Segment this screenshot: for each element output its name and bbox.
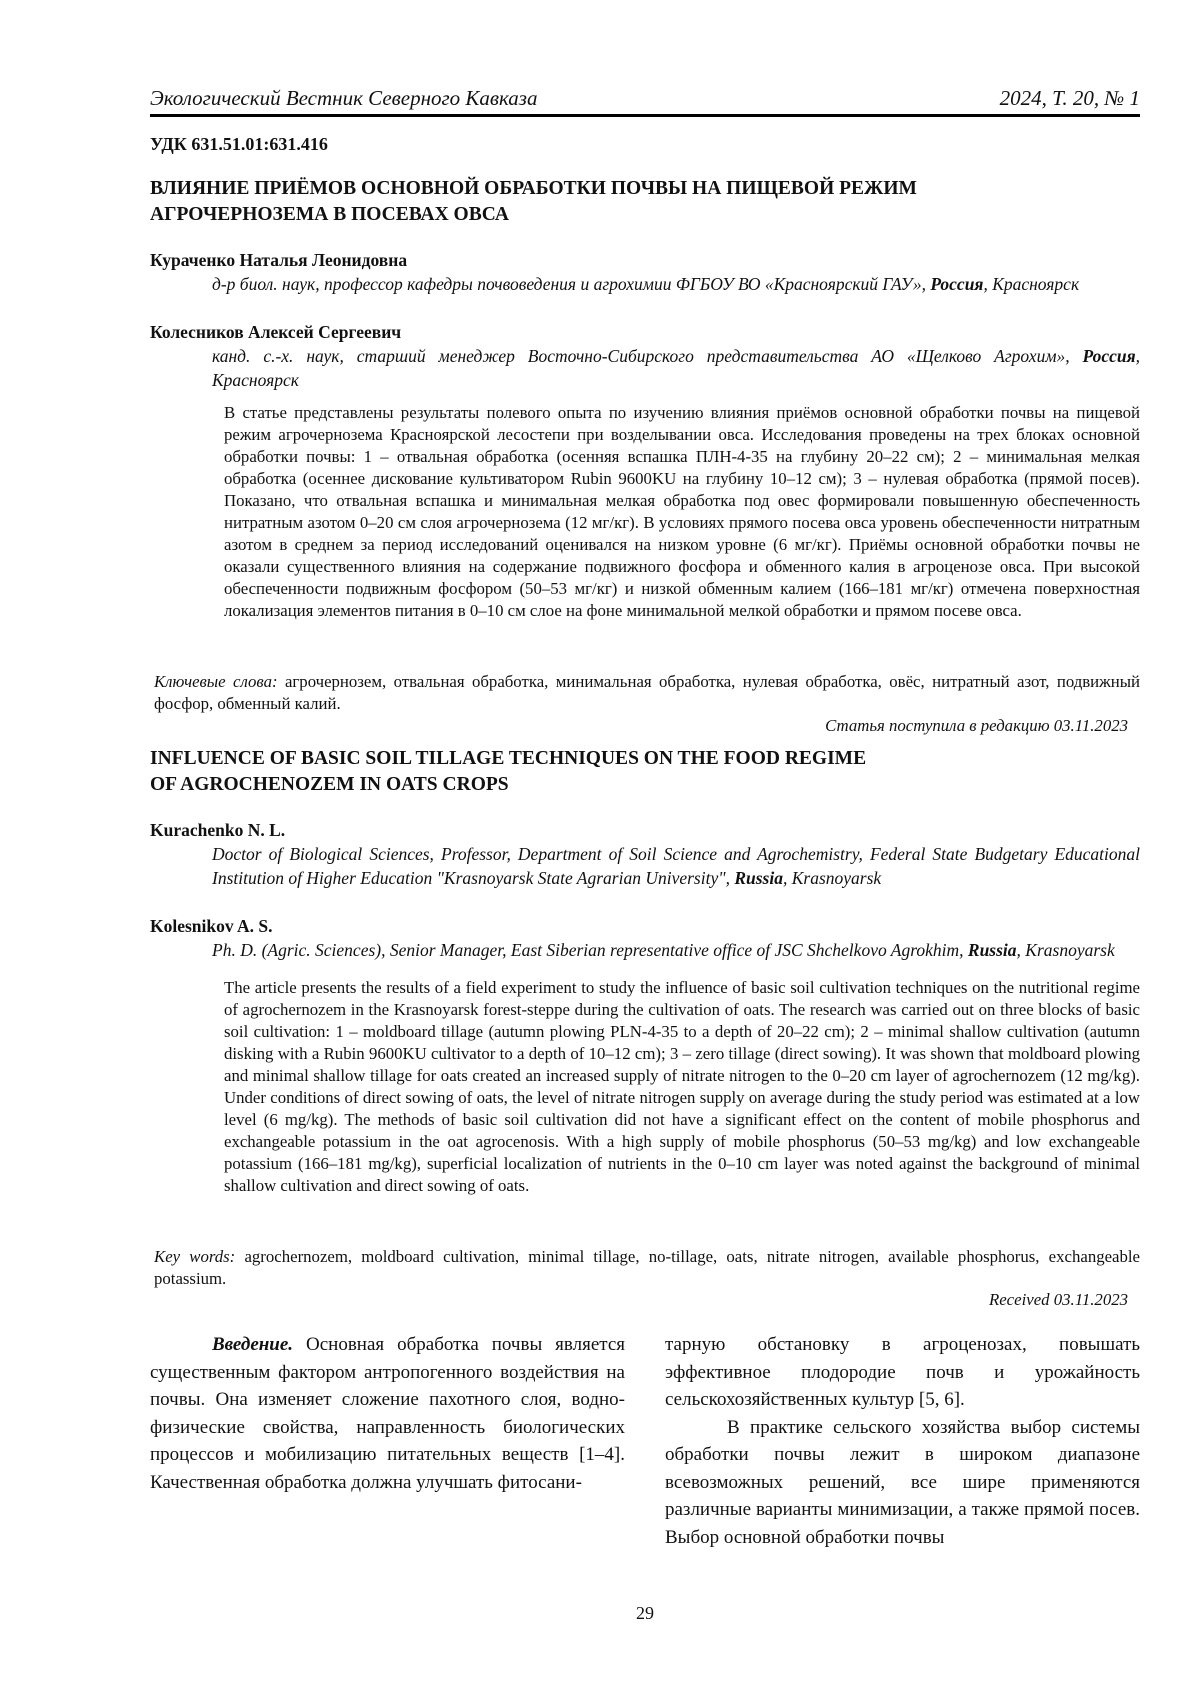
body-column-left xyxy=(150,1331,625,1496)
body-column-right xyxy=(665,1331,1140,1551)
author-ru-1-country: Россия xyxy=(930,274,984,294)
introduction-text: Основная обработка почвы является существенным фактором антропогенного воздействия на почвы. Она изменяет сложение пахотного слоя, водно-физические свойства, направленность биологических процессов и мобилизацию питательных веществ [1–4]. Качественная обработка должна улучшать фитосани- xyxy=(150,1334,625,1493)
title-ru-line-1: ВЛИЯНИЕ ПРИЁМОВ ОСНОВНОЙ ОБРАБОТКИ ПОЧВЫ НА ПИЩЕВОЙ РЕЖИМ xyxy=(150,178,917,199)
introduction-heading: Введение. xyxy=(212,1334,294,1355)
title-en-line-1: INFLUENCE OF BASIC SOIL TILLAGE TECHNIQUES ON THE FOOD REGIME xyxy=(150,748,867,769)
keywords-en-label: Key words: xyxy=(154,1247,236,1266)
abstract-en: The article presents the results of a field experiment to study the influence of basic soil cultivation techniques on the nutritional regime of agrochernozem in the Krasnoyarsk forest-steppe during the cultivation of oats. The research was carried out on three blocks of basic soil cultivation: 1 – moldboard tillage (autumn plowing PLN-4-35 to a depth of 20–22 cm); 2 – minimal shallow cultivation (autumn disking with a Rubin 9600KU cultivator to a depth of 10–12 cm); 3 – zero tillage (direct sowing). It was shown that moldboard plowing and minimal shallow tillage for oats created an increased supply of nitrate nitrogen to the 0–20 cm layer of agrochernozem (12 mg/kg). Under conditions of direct sowing of oats, the level of nitrate nitrogen supply on average during the study period was estimated at a low level (6 mg/kg). The methods of basic soil cultivation did not have a significant effect on the content of mobile phosphorus and exchangeable potassium in the oat agrocenosis. With a high supply of mobile phosphorus (50–53 mg/kg) and low exchangeable potassium (166–181 mg/kg), superficial localization of nutrients in the 0–10 cm layer was noted against the background of minimal shallow cultivation and direct sowing of oats. xyxy=(224,978,1140,1195)
keywords-ru-list: агрочернозем, отвальная обработка, минимальная обработка, нулевая обработка, овёс, нитратный азот, подвижный фосфор, обменный калий. xyxy=(154,672,1140,713)
running-header xyxy=(150,82,1140,117)
author-ru-2-country: Россия xyxy=(1082,346,1136,366)
journal-name: Экологический Вестник Северного Кавказа xyxy=(150,86,538,110)
keywords-ru xyxy=(154,671,1140,715)
abstract-ru: В статье представлены результаты полевого опыта по изучению влияния приёмов основной обработки почвы на пищевой режим агрочернозема Красноярской лесостепи при возделывании овса. Исследования проведены на трех блоках основной обработки почвы: 1 – отвальная обработка (осенняя вспашка ПЛН-4-35 на глубину 20–22 см); 2 – минимальная мелкая обработка (осеннее дискование культиватором Rubin 9600KU на глубину 10–12 см); 3 – нулевая обработка (прямой посев). Показано, что отвальная вспашка и минимальная мелкая обработка под овес формировали повышенную обеспеченность нитратным азотом 0–20 см слоя агрочернозема (12 мг/кг). В условиях прямого посева овса уровень обеспеченности нитратным азотом в среднем за период исследований оценивался на низком уровне (6 мг/кг). Приёмы основной обработки почвы не оказали существенного влияния на содержание подвижного фосфора и обменного калия в агроценозе овса. При высокой обеспеченности подвижным фосфором (50–53 мг/кг) и низкой обменным калием (166–181 мг/кг) отмечена поверхностная локализация элементов питания в 0–10 см слое на фоне минимальной мелкой обработки и прямом посеве овса. xyxy=(224,403,1140,620)
author-ru-2-name: Колесников Алексей Сергеевич xyxy=(150,322,402,342)
author-ru-1-affiliation: д-р биол. наук, профессор кафедры почвоведения и агрохимии ФГБОУ ВО «Красноярский ГАУ», Россия, Красноярск xyxy=(212,274,1080,294)
title-ru-line-2: АГРОЧЕРНОЗЕМА В ПОСЕВАХ ОВСА xyxy=(150,204,509,225)
author-en-2-country: Russia xyxy=(967,940,1017,960)
author-ru-2-affiliation: канд. с.-х. наук, старший менеджер Восточно-Сибирского представительства АО «Щелково Агрохим», Россия, Красноярск xyxy=(212,346,1140,390)
author-en-1-country: Russia xyxy=(734,868,783,888)
journal-issue: 2024, Т. 20, № 1 xyxy=(999,86,1140,110)
page-number: 29 xyxy=(636,1603,654,1623)
title-en-line-2: OF AGROCHENOZEM IN OATS CROPS xyxy=(150,774,509,795)
keywords-en-list: agrochernozem, moldboard cultivation, minimal tillage, no-tillage, oats, nitrate nitrogen, available phosphorus, exchangeable potassium. xyxy=(154,1247,1140,1288)
title-en xyxy=(150,746,1050,798)
title-ru xyxy=(150,176,1050,228)
author-en-1-affiliation: Doctor of Biological Sciences, Professor, Department of Soil Science and Agrochemistry, Federal State Budgetary Educational Institution of Higher Education "Krasnoyarsk State Agrarian University", Russia, Krasnoyarsk xyxy=(212,844,1140,888)
author-en-2-affiliation: Ph. D. (Agric. Sciences), Senior Manager, East Siberian representative office of JSC Shchelkovo Agrokhim, Russia, Krasnoyarsk xyxy=(212,940,1115,960)
author-ru-1-name: Кураченко Наталья Леонидовна xyxy=(150,250,408,270)
udk-code: УДК 631.51.01:631.416 xyxy=(150,134,328,154)
received-date-en: Received 03.11.2023 xyxy=(988,1290,1128,1309)
received-date-ru: Статья поступила в редакцию 03.11.2023 xyxy=(825,716,1128,735)
body-paragraph: В практике сельского хозяйства выбор системы обработки почвы лежит в широком диапазоне всевозможных решений, все шире применяются различные варианты минимизации, а также прямой посев. Выбор основной обработки почвы xyxy=(665,1416,1140,1548)
keywords-ru-label: Ключевые слова: xyxy=(154,672,278,691)
body-paragraph-continued: тарную обстановку в агроценозах, повышать эффективное плодородие почв и урожайность сельскохозяйственных культур [5, 6]. xyxy=(665,1334,1140,1410)
author-en-2-name: Kolesnikov A. S. xyxy=(150,916,273,936)
author-en-1-name: Kurachenko N. L. xyxy=(150,820,286,840)
keywords-en xyxy=(154,1246,1140,1290)
